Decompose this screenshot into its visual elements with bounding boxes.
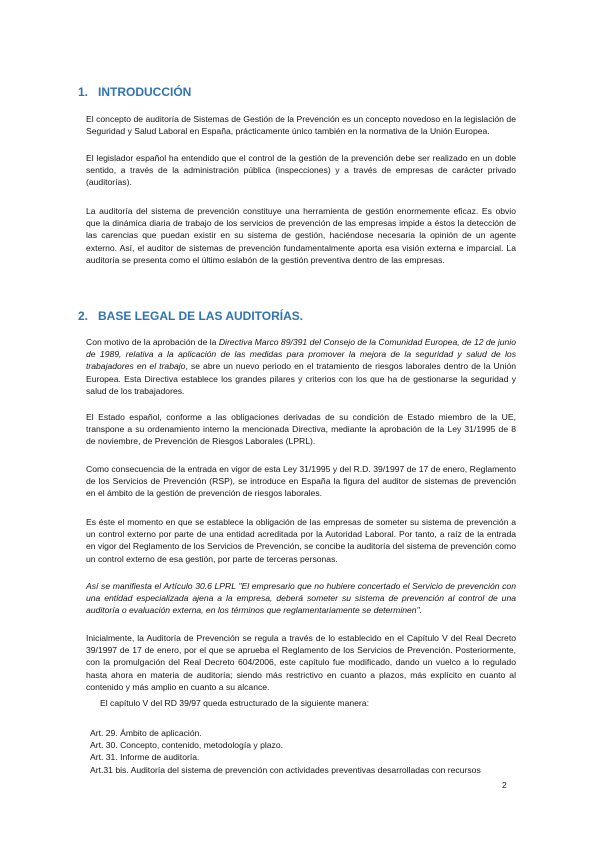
article-item: Art. 31. Informe de auditoría. bbox=[90, 752, 200, 763]
legal-quote-art-30-6: Así se manifiesta el Artículo 30.6 LPRL "El empresario que no hubiere concertado el Servicio de prevención con una entidad especializada ajena a la empresa, deberá someter su sistema de prevención al control de una auditoría o evaluación externa, en los términos que reglamentariamente se determinen". bbox=[86, 581, 516, 616]
legal-paragraph-1 bbox=[86, 336, 516, 397]
legal-paragraph-6: Inicialmente, la Auditoría de Prevención se regula a través de lo establecido en el Capítulo V del Real Decreto 39/1997 de 17 de enero, por el que se aprueba el Reglamento de los Servicios de Prevención. Posteriormente, con la promulgación del Real Decreto 604/2006, este capítulo fue modificado, dando un vuelco a lo regulado hasta ahora en materia de auditoría; siendo más restrictivo en cuanto a plazos, más explícito en cuanto al contenido y más amplio en cuanto a su alcance. bbox=[86, 633, 516, 692]
directive-citation: Directiva Marco 89/391 del Consejo de la Comunidad Europea, de 12 de junio de 1989, relativa a la aplicación de las medidas para promover la mejora de la seguridad y salud de los trabajadores en el trabajo bbox=[86, 337, 516, 372]
legal-paragraph-4: Es éste el momento en que se establece la obligación de las empresas de someter su sistema de prevención a un control externo por parte de una entidad acreditada por la Autoridad Laboral. Por tanto, a raíz de la entrada en vigor del Reglamento de los Servicios de Prevención, se concibe la auditoría del sistema de prevención como un control externo de esa gestión, por parte de terceras personas. bbox=[86, 517, 516, 564]
section-2-number: 2. bbox=[78, 309, 89, 323]
legal-paragraph-1-lead: Con motivo de la aprobación de la bbox=[86, 337, 219, 347]
article-list bbox=[90, 727, 520, 776]
intro-paragraph-1: El concepto de auditoría de Sistemas de Gestión de la Prevención es un concepto novedoso en la legislación de Seguridad y Salud Laboral en España, prácticamente único también en la normativa de la Unión Europea. bbox=[86, 114, 516, 137]
intro-paragraph-3: La auditoría del sistema de prevención constituye una herramienta de gestión enormemente eficaz. Es obvio que la dinámica diaria de trabajo de los servicios de prevención de las empresas impide a éstos la detección de las carencias que puedan existir en su sistema de gestión, haciéndose necesaria la opinión de un agente externo. Así, el auditor de sistemas de prevención fundamentalmente aporta esa visión externa e imparcial. La auditoría se presenta como el último eslabón de la gestión preventiva dentro de las empresas. bbox=[86, 206, 516, 265]
article-item: Art.31 bis. Auditoría del sistema de prevención con actividades preventivas desarrolladas con recursos bbox=[90, 764, 481, 775]
section-2-heading bbox=[78, 309, 303, 323]
article-item: Art. 30. Concepto, contenido, metodología y plazo. bbox=[90, 740, 284, 751]
page-number: 2 bbox=[502, 780, 507, 790]
intro-paragraph-2: El legislador español ha entendido que el control de la gestión de la prevención debe ser realizado en un doble sentido, a través de la administración pública (inspecciones) y a través de empresas de carácter privado (auditorías). bbox=[86, 153, 516, 188]
section-1-title: INTRODUCCIÓN bbox=[98, 85, 192, 99]
article-item: Art. 29. Ámbito de aplicación. bbox=[90, 728, 202, 738]
section-1-heading bbox=[78, 85, 191, 99]
legal-paragraph-2: El Estado español, conforme a las obligaciones derivadas de su condición de Estado miembro de la UE, transpone a su ordenamiento interno la mencionada Directiva, mediante la aprobación de la Ley 31/1995 de 8 de noviembre, de Prevención de Riesgos Laborales (LPRL). bbox=[86, 412, 516, 447]
legal-paragraph-3: Como consecuencia de la entrada en vigor de esta Ley 31/1995 y del R.D. 39/1997 de 17 de enero, Reglamento de los Servicios de Prevención (RSP), se introduce en España la figura del auditor de sistemas de prevención en el ámbito de la gestión de prevención de riesgos laborales. bbox=[86, 464, 516, 499]
section-2-title: BASE LEGAL DE LAS AUDITORÍAS. bbox=[98, 309, 304, 323]
chapter-structure-intro: El capítulo V del RD 39/97 queda estructurado de la siguiente manera: bbox=[100, 698, 369, 708]
section-1-number: 1. bbox=[78, 85, 89, 99]
legal-paragraph-1-tail: , se abre un nuevo periodo en el tratamiento de riesgos laborales dentro de la Unión Europea. Esta Directiva establece los grandes pilares y criterios con los que ha de gestionarse la seguridad y salud de los trabajadores. bbox=[86, 361, 517, 396]
